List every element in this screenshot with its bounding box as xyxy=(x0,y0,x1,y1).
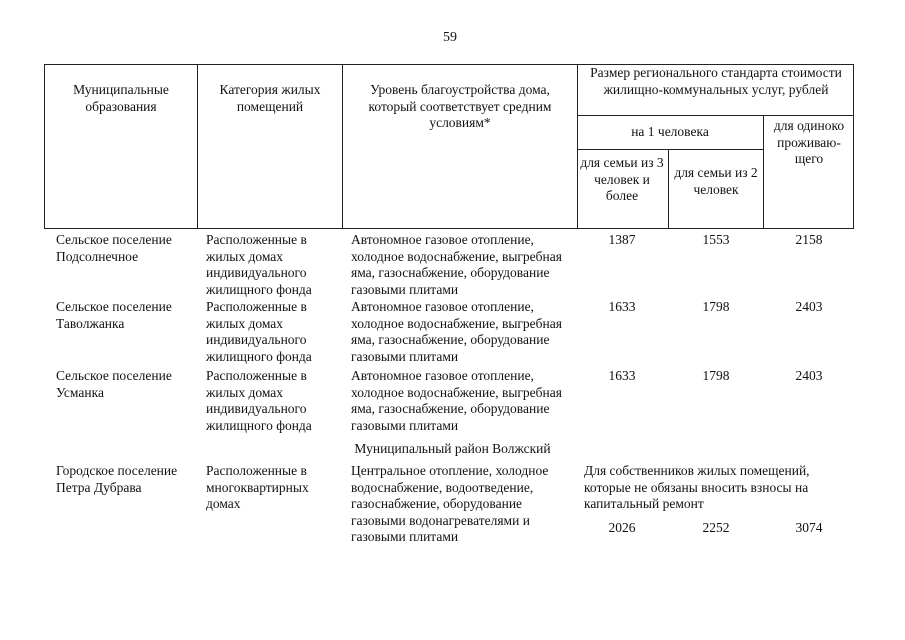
municipality-cell: Городское поселение Петра Дубрава xyxy=(56,463,178,495)
single-value: 2403 xyxy=(795,299,823,314)
header-vline-right xyxy=(853,64,854,229)
family3-value: 1633 xyxy=(608,368,636,383)
header-bottom-border xyxy=(44,228,854,229)
family2-value: 1798 xyxy=(702,368,730,383)
municipality-cell: Сельское поселение Усманка xyxy=(56,368,172,400)
category-cell: Расположенные в жилых домах индивидуального жилищного фонда xyxy=(206,368,312,433)
header-vline-5 xyxy=(763,115,764,229)
capital-repair-note: Для собственников жилых помещений, которые не обязаны вносить взносы на капитальный ремонт xyxy=(584,463,810,511)
header-family2: для семьи из 2 человек xyxy=(674,165,758,197)
family3-value: 1387 xyxy=(608,232,636,247)
header-vline-1 xyxy=(197,64,198,229)
category-cell: Расположенные в многоквартирных домах xyxy=(206,463,309,511)
header-vline-2 xyxy=(342,64,343,229)
section-title: Муниципальный район Волжский xyxy=(354,441,551,456)
single-value: 3074 xyxy=(795,520,823,535)
header-family3: для семьи из 3 человек и более xyxy=(580,155,664,203)
header-vline-4 xyxy=(668,149,669,229)
single-value: 2158 xyxy=(795,232,823,247)
family2-value: 1553 xyxy=(702,232,730,247)
header-divider-level2 xyxy=(577,115,854,116)
level-cell: Центральное отопление, холодное водоснабжение, водоотведение, газоснабжение, оборудование газовыми водонагревателями и газовыми плитами xyxy=(351,463,549,544)
category-cell: Расположенные в жилых домах индивидуального жилищного фонда xyxy=(206,232,312,297)
family2-value: 2252 xyxy=(702,520,730,535)
header-category: Категория жилых помещений xyxy=(219,82,321,114)
family3-value: 1633 xyxy=(608,299,636,314)
header-vline-left xyxy=(44,64,45,229)
single-value: 2403 xyxy=(795,368,823,383)
header-level: Уровень благоустройства дома, который соответствует средним условиям* xyxy=(368,82,552,130)
level-cell: Автономное газовое отопление, холодное водоснабжение, выгребная яма, газоснабжение, оборудование газовыми плитами xyxy=(351,368,562,433)
family2-value: 1798 xyxy=(702,299,730,314)
level-cell: Автономное газовое отопление, холодное водоснабжение, выгребная яма, газоснабжение, оборудование газовыми плитами xyxy=(351,232,562,297)
family3-value: 2026 xyxy=(608,520,636,535)
header-per-person: на 1 человека xyxy=(631,124,709,139)
page-number: 59 xyxy=(443,30,457,45)
header-single: для одиноко проживаю-щего xyxy=(773,118,845,166)
category-cell: Расположенные в жилых домах индивидуального жилищного фонда xyxy=(206,299,312,364)
header-municipality: Муниципальные образования xyxy=(73,82,169,114)
level-cell: Автономное газовое отопление, холодное водоснабжение, выгребная яма, газоснабжение, оборудование газовыми плитами xyxy=(351,299,562,364)
municipality-cell: Сельское поселение Подсолнечное xyxy=(56,232,172,264)
municipality-cell: Сельское поселение Таволжанка xyxy=(56,299,172,331)
header-vline-3 xyxy=(577,64,578,229)
header-divider-level3 xyxy=(577,149,763,150)
header-standard: Размер регионального стандарта стоимости жилищно-коммунальных услуг, рублей xyxy=(590,65,842,97)
